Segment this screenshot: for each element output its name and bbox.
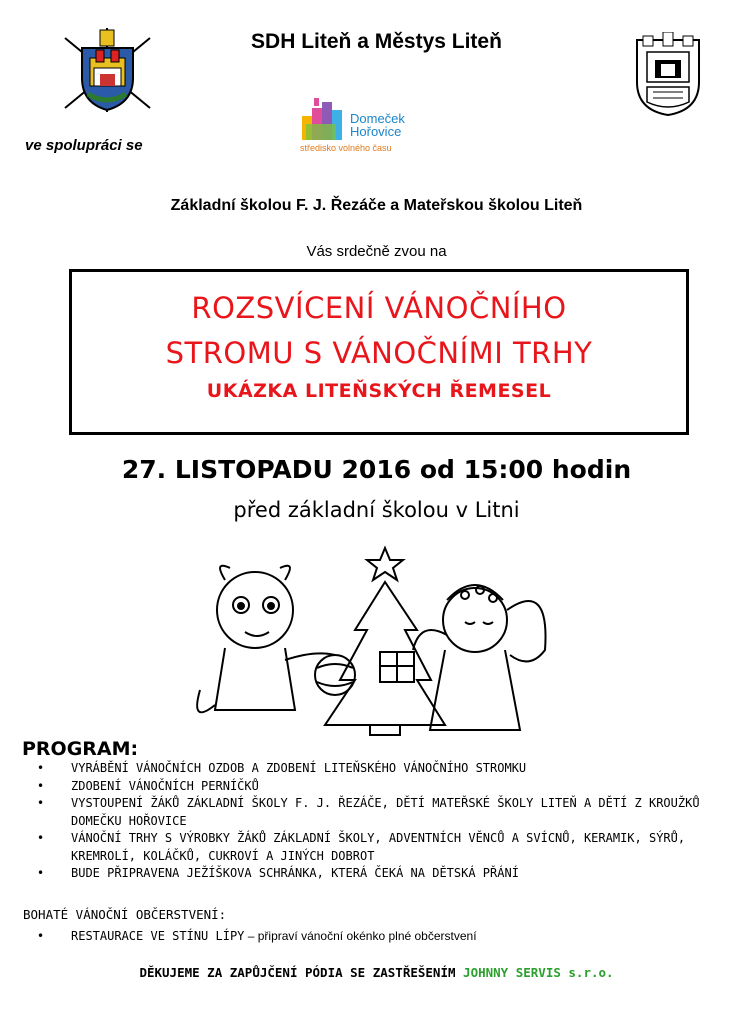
thanks-line xyxy=(0,965,753,980)
cooperation-label: ve spolupráci se xyxy=(25,137,143,154)
event-title-line1: ROZSVÍCENÍ VÁNOČNÍHO xyxy=(191,291,567,325)
domecek-house-logo-icon xyxy=(300,96,348,142)
event-box xyxy=(69,269,689,435)
list-item: • VYRÁBĚNÍ VÁNOČNÍCH OZDOB A ZDOBENÍ LITEŇSKÉHO VÁNOČNÍHO STROMKU xyxy=(25,760,715,778)
thanks-text: DĚKUJEME ZA ZAPŮJČENÍ PÓDIA SE ZASTŘEŠENÍM xyxy=(139,965,464,980)
event-subtitle: UKÁZKA LITEŇSKÝCH ŘEMESEL xyxy=(206,380,552,402)
invite-text: Vás srdečně zvou na xyxy=(306,243,447,260)
event-date: 27. LISTOPADU 2016 od 15:00 hodin xyxy=(121,455,632,484)
refreshments-title: BOHATÉ VÁNOČNÍ OBČERSTVENÍ: xyxy=(23,907,227,922)
bullet-icon: • xyxy=(37,778,45,793)
domecek-name-line1: Domeček xyxy=(350,111,405,126)
bullet-icon: • xyxy=(37,761,45,775)
program-title: PROGRAM: xyxy=(22,738,139,760)
event-place: před základní školou v Litni xyxy=(233,498,520,522)
domecek-subtitle: středisko volného času xyxy=(300,143,392,153)
list-item: • VÁNOČNÍ TRHY S VÝROBKY ŽÁKŮ ZÁKLADNÍ ŠKOLY, ADVENTNÍCH VĚNCŮ A SVÍCNŮ, KERAMIK, SÝRŮ, KREMROLÍ, KOLÁČKŮ, CUKROVÍ A JINÝCH DOBROT xyxy=(37,831,686,863)
program-list xyxy=(25,760,715,883)
refreshments-item-detail: – připraví vánoční okénko plné občerstvení xyxy=(244,929,477,943)
list-item: • BUDE PŘIPRAVENA JEŽÍŠKOVA SCHRÁNKA, KTERÁ ČEKÁ NA DĚTSKÁ PŘÁNÍ xyxy=(25,865,715,883)
bullet-icon: • xyxy=(37,866,45,880)
refreshments-item-name: RESTAURACE VE STÍNU LÍPY xyxy=(71,929,245,943)
christmas-illustration-icon xyxy=(185,540,555,740)
domecek-name-line2: Hořovice xyxy=(350,124,402,139)
sponsor-name: JOHNNY SERVIS s.r.o. xyxy=(463,965,614,980)
bullet-icon: • xyxy=(37,831,45,845)
bullet-icon: • xyxy=(37,929,45,943)
list-item: • VYSTOUPENÍ ŽÁKŮ ZÁKLADNÍ ŠKOLY F. J. ŘEZÁČE, DĚTÍ MATEŘSKÉ ŠKOLY LITEŇ A DĚTÍ Z KROUŽKŮ DOMEČKU HOŘOVICE xyxy=(37,796,700,828)
domecek-logo xyxy=(300,96,420,156)
header-title: SDH Liteň a Městys Liteň xyxy=(251,30,502,53)
event-title-line2: STROMU S VÁNOČNÍMI TRHY xyxy=(165,336,593,370)
bullet-icon: • xyxy=(37,796,45,810)
school-name: Základní školou F. J. Řezáče a Mateřskou školou Liteň xyxy=(170,197,583,214)
list-item: • ZDOBENÍ VÁNOČNÍCH PERNÍČKŮ xyxy=(25,778,715,796)
